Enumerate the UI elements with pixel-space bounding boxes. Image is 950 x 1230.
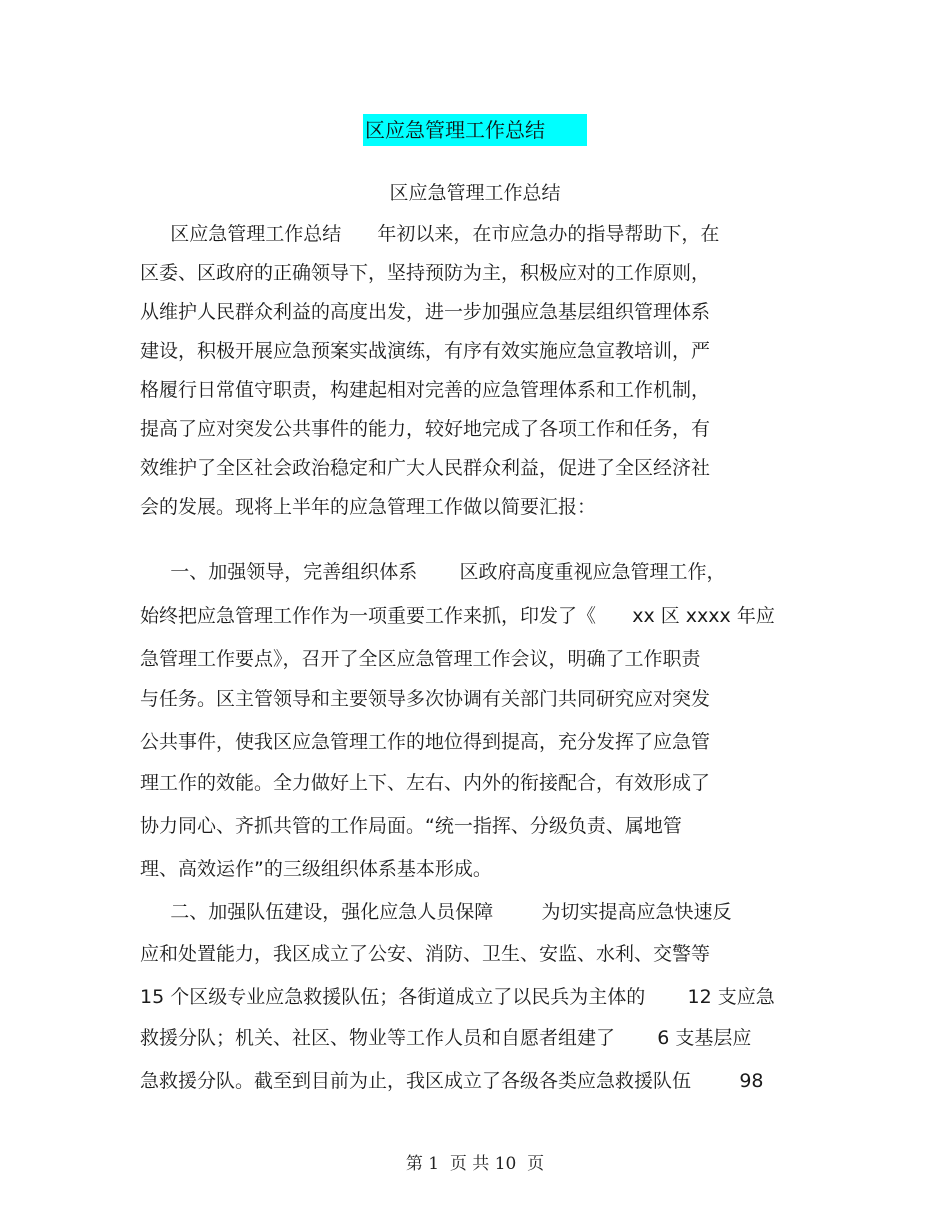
body-line: 15 个区级专业应急救援队伍；各街道成立了以民兵为主体的 12 支应急 [140, 986, 775, 1008]
body-line: 协力同心、齐抓共管的工作局面。“统一指挥、分级负责、属地管 [140, 815, 682, 837]
body-line: 区委、区政府的正确领导下，坚持预防为主，积极应对的工作原则， [140, 262, 711, 284]
document-title: 区应急管理工作总结 [363, 114, 587, 146]
body-line: 理工作的效能。全力做好上下、左右、内外的衔接配合，有效形成了 [140, 772, 711, 794]
page-footer: 第 1 页 共 10 页 [405, 1154, 545, 1174]
body-line: 提高了应对突发公共事件的能力，较好地完成了各项工作和任务，有 [140, 418, 711, 440]
document-subtitle: 区应急管理工作总结 [389, 182, 561, 204]
body-line: 公共事件，使我区应急管理工作的地位得到提高，充分发挥了应急管 [140, 731, 711, 753]
body-line: 格履行日常值守职责，构建起相对完善的应急管理体系和工作机制， [140, 379, 711, 401]
body-line: 一、加强领导，完善组织体系 区政府高度重视应急管理工作， [140, 561, 726, 583]
body-line: 始终把应急管理工作作为一项重要工作来抓，印发了《 xx 区 xxxx 年应 [140, 605, 775, 627]
body-line: 急管理工作要点》，召开了全区应急管理工作会议，明确了工作职责 [140, 648, 701, 670]
body-line: 从维护人民群众利益的高度出发，进一步加强应急基层组织管理体系 [140, 301, 711, 323]
body-line: 理、高效运作”的三级组织体系基本形成。 [140, 858, 492, 880]
body-line: 应和处置能力，我区成立了公安、消防、卫生、安监、水利、交警等 [140, 943, 711, 965]
body-line: 区应急管理工作总结 年初以来，在市应急办的指导帮助下，在 [140, 223, 720, 245]
body-line: 效维护了全区社会政治稳定和广大人民群众利益，促进了全区经济社 [140, 457, 711, 479]
body-line: 急救援分队。截至到目前为止，我区成立了各级各类应急救援队伍 98 [140, 1070, 764, 1092]
body-line: 二、加强队伍建设，强化应急人员保障 为切实提高应急快速反 [140, 901, 732, 923]
body-line: 建设，积极开展应急预案实战演练，有序有效实施应急宣教培训，严 [140, 340, 711, 362]
body-line: 会的发展。现将上半年的应急管理工作做以简要汇报： [140, 496, 597, 518]
body-line: 救援分队；机关、社区、物业等工作人员和自愿者组建了 6 支基层应 [140, 1027, 752, 1049]
body-line: 与任务。区主管领导和主要领导多次协调有关部门共同研究应对突发 [140, 688, 711, 710]
